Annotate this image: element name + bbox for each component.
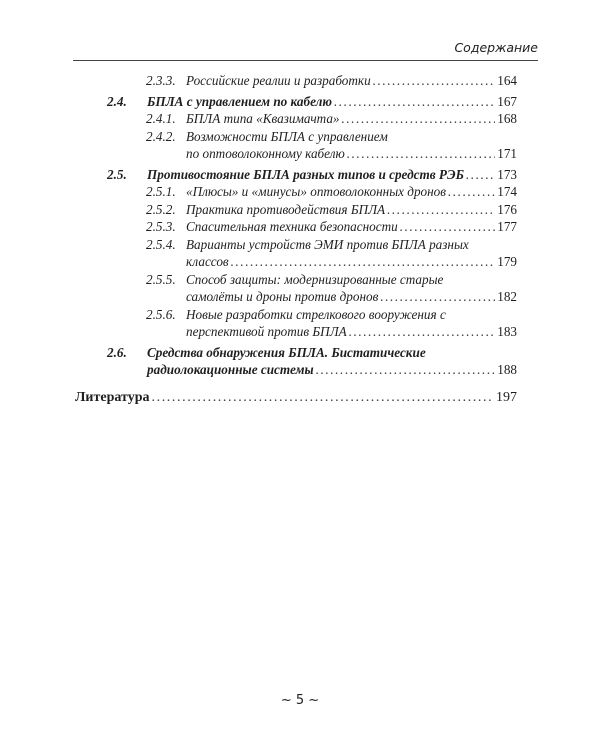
- dot-leader: [466, 166, 495, 184]
- toc-entry[interactable]: [107, 128, 517, 163]
- toc-entry-title-line: классов: [186, 254, 229, 269]
- toc-entry-number: 2.6.: [107, 344, 127, 360]
- dot-leader: [231, 253, 496, 271]
- header-rule: [73, 60, 538, 61]
- page-number: ~ 5 ~: [280, 693, 320, 708]
- toc-entry[interactable]: [75, 389, 517, 407]
- toc-entry[interactable]: [107, 271, 517, 306]
- toc-entry-page: 179: [497, 254, 517, 269]
- toc-entry-title-line: Возможности БПЛА с управлением: [186, 128, 388, 144]
- toc-entry-page: 197: [496, 389, 517, 405]
- toc-entry-title-last-line: [147, 93, 517, 111]
- toc-entry-title: [147, 93, 517, 111]
- dot-leader: [342, 110, 496, 128]
- toc-entry-title-line: «Плюсы» и «минусы» оптоволоконных дронов: [186, 184, 447, 199]
- toc-entry-number: 2.4.1.: [146, 111, 176, 126]
- toc-entry-title-last-line: [75, 389, 517, 407]
- toc-entry-title-line: Литература: [75, 389, 150, 405]
- toc-entry-title-line: Российские реалии и разработки: [186, 73, 371, 88]
- toc-entry-title: [186, 72, 517, 90]
- toc-entry-page: 182: [497, 289, 517, 304]
- toc-entry[interactable]: [107, 218, 517, 236]
- dot-leader: [152, 389, 495, 407]
- dot-leader: [349, 323, 496, 341]
- toc-entry-title: [186, 271, 517, 306]
- toc-entry[interactable]: [107, 306, 517, 341]
- toc-entry-title-line: Способ защиты: модернизированные старые: [186, 271, 444, 287]
- toc-entry-title: [186, 128, 517, 163]
- toc-entry-title-last-line: [186, 145, 517, 163]
- toc-entry-page: 176: [497, 201, 517, 217]
- toc-entry-title-last-line: [186, 72, 517, 90]
- toc-entry-number: 2.5.3.: [146, 219, 176, 234]
- toc-entry-number: 2.5.2.: [146, 201, 176, 217]
- dot-leader: [334, 93, 495, 111]
- toc-entry-title-last-line: [186, 183, 517, 201]
- toc-entry-title-line: Практика противодействия БПЛА: [186, 201, 386, 217]
- dot-leader: [448, 183, 495, 201]
- toc-entry-title-last-line: [186, 110, 517, 128]
- toc-entry-page: 171: [497, 146, 517, 161]
- toc-entry-number: 2.5.6.: [146, 306, 176, 322]
- toc-entry-title-line: БПЛА с управлением по кабелю: [147, 93, 332, 109]
- toc-entry-title-last-line: [186, 288, 517, 306]
- dot-leader: [387, 201, 495, 219]
- toc-entry-title: [147, 344, 517, 379]
- toc-entry-title-line: по оптоволоконному кабелю: [186, 146, 345, 161]
- toc-entry-title-last-line: [147, 166, 517, 184]
- toc-entry-title-last-line: [186, 253, 517, 271]
- toc-entry-title-line: Новые разработки стрелкового вооружения с: [186, 306, 446, 322]
- toc-entry-title: [186, 236, 517, 271]
- toc-entry-number: 2.5.5.: [146, 271, 176, 287]
- toc-entry-number: 2.4.: [107, 93, 127, 109]
- toc-entry-number: 2.3.3.: [146, 73, 176, 88]
- toc-entry-title: [75, 389, 517, 407]
- toc-entry-title: [186, 183, 517, 201]
- toc-entry[interactable]: [107, 110, 517, 128]
- dot-leader: [400, 218, 495, 236]
- toc-entry-page: 188: [497, 362, 517, 377]
- toc-entry-number: 2.4.2.: [146, 128, 176, 144]
- toc-entry[interactable]: [107, 183, 517, 201]
- toc-entry-number: 2.5.: [107, 166, 127, 182]
- toc-entry-title-line: радиолокационные системы: [147, 362, 314, 377]
- toc-entry[interactable]: [107, 93, 517, 111]
- table-of-contents: [75, 72, 517, 406]
- toc-entry[interactable]: [107, 166, 517, 184]
- toc-entry-title-last-line: [186, 218, 517, 236]
- toc-entry[interactable]: [107, 201, 517, 219]
- toc-entry-title: [186, 218, 517, 236]
- toc-entry-title-last-line: [147, 361, 517, 379]
- toc-entry-title-last-line: [186, 201, 517, 219]
- toc-entry-page: 164: [497, 73, 517, 88]
- toc-entry-page: 168: [497, 111, 517, 126]
- toc-entry-title-line: Спасительная техника безопасности: [186, 219, 398, 234]
- toc-entry-title-line: самолёты и дроны против дронов: [186, 289, 379, 304]
- toc-entry-number: 2.5.4.: [146, 236, 176, 252]
- toc-entry-title-line: перспективой против БПЛА: [186, 324, 347, 339]
- toc-entry-title-line: Варианты устройств ЭМИ против БПЛА разных: [186, 236, 469, 252]
- toc-entry-title-line: БПЛА типа «Квазимачта»: [186, 111, 340, 126]
- running-header: Содержание: [454, 40, 538, 55]
- dot-leader: [347, 145, 495, 163]
- toc-entry-title-line: Средства обнаружения БПЛА. Бистатические: [147, 344, 426, 360]
- dot-leader: [373, 72, 496, 90]
- toc-entry-page: 174: [497, 184, 517, 199]
- toc-entry-title: [186, 306, 517, 341]
- dot-leader: [380, 288, 495, 306]
- toc-entry[interactable]: [107, 72, 517, 90]
- toc-entry-page: 177: [497, 219, 517, 234]
- toc-entry-title-line: Противостояние БПЛА разных типов и средств РЭБ: [147, 166, 464, 182]
- toc-entry-title-last-line: [186, 323, 517, 341]
- toc-entry-title: [186, 201, 517, 219]
- toc-entry-title: [186, 110, 517, 128]
- toc-entry-number: 2.5.1.: [146, 184, 176, 199]
- toc-entry[interactable]: [107, 344, 517, 379]
- toc-entry[interactable]: [107, 236, 517, 271]
- toc-entry-page: 167: [497, 93, 517, 109]
- toc-entry-page: 173: [497, 166, 517, 182]
- dot-leader: [316, 361, 496, 379]
- toc-entry-title: [147, 166, 517, 184]
- toc-entry-page: 183: [497, 324, 517, 339]
